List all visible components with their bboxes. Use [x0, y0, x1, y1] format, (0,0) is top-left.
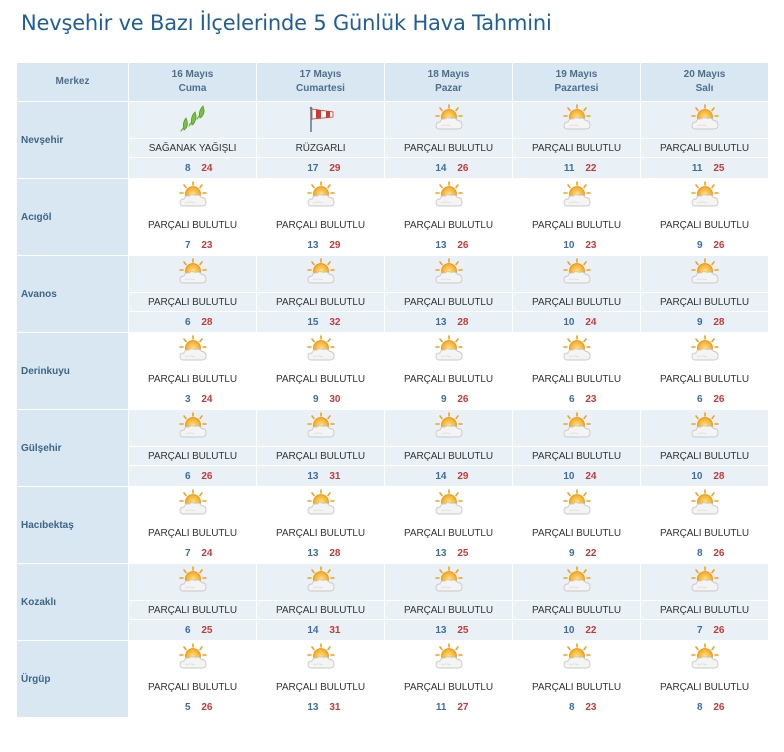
day-name: Cuma	[178, 83, 207, 94]
temperature-cell	[385, 389, 513, 410]
weather-label: PARÇALI BULUTLU	[513, 139, 641, 158]
min-temperature: 10	[563, 470, 575, 482]
temperature-cell	[513, 697, 641, 718]
max-temperature: 29	[329, 162, 341, 174]
weather-label: PARÇALI BULUTLU	[641, 139, 769, 158]
weather-icon-cell	[385, 487, 513, 524]
temperature-cell	[513, 543, 641, 564]
weather-label: PARÇALI BULUTLU	[513, 447, 641, 466]
temperature-cell	[641, 389, 769, 410]
min-temperature: 13	[435, 316, 447, 328]
weather-icon-cell	[257, 179, 385, 216]
windsock-icon	[304, 103, 338, 133]
weather-icon-cell	[513, 487, 641, 524]
weather-label: PARÇALI BULUTLU	[385, 139, 513, 158]
temperature-cell	[513, 158, 641, 179]
day-header	[513, 63, 641, 102]
partly-cloudy-icon	[432, 642, 466, 672]
temperature-cell	[129, 620, 257, 641]
weather-label: PARÇALI BULUTLU	[129, 524, 257, 543]
weather-icon-cell	[641, 333, 769, 370]
city-icon-row	[17, 487, 769, 524]
weather-label: PARÇALI BULUTLU	[385, 601, 513, 620]
weather-label: RÜZGARLI	[257, 139, 385, 158]
max-temperature: 24	[585, 470, 597, 482]
weather-label: PARÇALI BULUTLU	[385, 678, 513, 697]
partly-cloudy-icon	[176, 565, 210, 595]
min-temperature: 11	[435, 701, 447, 713]
weather-label: PARÇALI BULUTLU	[385, 524, 513, 543]
weather-label: PARÇALI BULUTLU	[641, 370, 769, 389]
min-temperature: 7	[184, 239, 191, 251]
max-temperature: 25	[713, 162, 725, 174]
city-name: Derinkuyu	[17, 333, 129, 410]
min-temperature: 3	[184, 393, 191, 405]
weather-label: PARÇALI BULUTLU	[129, 216, 257, 235]
partly-cloudy-icon	[560, 488, 594, 518]
temperature-cell	[385, 697, 513, 718]
min-temperature: 13	[435, 547, 447, 559]
partly-cloudy-icon	[432, 411, 466, 441]
city-label-row	[17, 139, 769, 158]
weather-icon-cell	[257, 641, 385, 678]
temperature-cell	[385, 312, 513, 333]
weather-icon-cell	[129, 333, 257, 370]
city-icon-row	[17, 564, 769, 601]
min-temperature: 13	[307, 239, 319, 251]
partly-cloudy-icon	[304, 257, 338, 287]
temperature-cell	[129, 312, 257, 333]
day-name: Pazartesi	[554, 83, 599, 94]
partly-cloudy-icon	[304, 334, 338, 364]
min-temperature: 8	[568, 701, 575, 713]
city-label-row	[17, 370, 769, 389]
day-header	[257, 63, 385, 102]
max-temperature: 31	[329, 470, 341, 482]
min-temperature: 7	[184, 547, 191, 559]
weather-label: PARÇALI BULUTLU	[385, 216, 513, 235]
weather-icon-cell	[641, 641, 769, 678]
temperature-cell	[385, 158, 513, 179]
weather-label: PARÇALI BULUTLU	[129, 293, 257, 312]
min-temperature: 10	[563, 316, 575, 328]
max-temperature: 22	[585, 547, 597, 559]
day-date: 17 Mayıs	[299, 69, 342, 80]
temperature-cell	[641, 697, 769, 718]
weather-label: PARÇALI BULUTLU	[129, 447, 257, 466]
city-label-row	[17, 216, 769, 235]
partly-cloudy-icon	[560, 642, 594, 672]
weather-icon-cell	[513, 333, 641, 370]
weather-icon-cell	[129, 641, 257, 678]
partly-cloudy-icon	[688, 488, 722, 518]
temperature-cell	[129, 697, 257, 718]
partly-cloudy-icon	[688, 642, 722, 672]
temperature-cell	[257, 466, 385, 487]
weather-icon-cell	[641, 564, 769, 601]
weather-label: PARÇALI BULUTLU	[513, 601, 641, 620]
min-temperature: 13	[435, 239, 447, 251]
max-temperature: 28	[713, 316, 725, 328]
max-temperature: 23	[585, 393, 597, 405]
weather-icon-cell	[385, 333, 513, 370]
city-name: Kozaklı	[17, 564, 129, 641]
city-temp-row	[17, 697, 769, 718]
partly-cloudy-icon	[688, 411, 722, 441]
weather-icon-cell	[257, 487, 385, 524]
city-temp-row	[17, 620, 769, 641]
min-temperature: 5	[184, 701, 191, 713]
temperature-cell	[385, 235, 513, 256]
weather-icon-cell	[385, 564, 513, 601]
max-temperature: 26	[201, 701, 213, 713]
weather-label: PARÇALI BULUTLU	[257, 447, 385, 466]
weather-icon-cell	[385, 641, 513, 678]
weather-label: PARÇALI BULUTLU	[641, 524, 769, 543]
weather-label: PARÇALI BULUTLU	[641, 216, 769, 235]
min-temperature: 9	[568, 547, 575, 559]
partly-cloudy-icon	[176, 642, 210, 672]
city-name: Gülşehir	[17, 410, 129, 487]
partly-cloudy-icon	[176, 257, 210, 287]
weather-icon-cell	[385, 256, 513, 293]
min-temperature: 6	[184, 470, 191, 482]
weather-icon-cell	[257, 564, 385, 601]
weather-label: PARÇALI BULUTLU	[641, 447, 769, 466]
merkez-header: Merkez	[17, 63, 129, 102]
weather-label: PARÇALI BULUTLU	[129, 678, 257, 697]
temperature-cell	[257, 158, 385, 179]
city-label-row	[17, 524, 769, 543]
partly-cloudy-icon	[176, 488, 210, 518]
weather-icon-cell	[513, 179, 641, 216]
max-temperature: 31	[329, 701, 341, 713]
weather-icon-cell	[129, 102, 257, 139]
max-temperature: 28	[329, 547, 341, 559]
weather-label: SAĞANAK YAĞIŞLI	[129, 139, 257, 158]
partly-cloudy-icon	[688, 180, 722, 210]
min-temperature: 6	[184, 624, 191, 636]
day-name: Cumartesi	[296, 83, 345, 94]
temperature-cell	[129, 389, 257, 410]
temperature-cell	[513, 620, 641, 641]
max-temperature: 24	[585, 316, 597, 328]
partly-cloudy-icon	[176, 334, 210, 364]
min-temperature: 11	[563, 162, 575, 174]
temperature-cell	[257, 389, 385, 410]
min-temperature: 9	[440, 393, 447, 405]
max-temperature: 25	[201, 624, 213, 636]
weather-icon-cell	[257, 102, 385, 139]
temperature-cell	[257, 697, 385, 718]
min-temperature: 9	[696, 316, 703, 328]
partly-cloudy-icon	[304, 180, 338, 210]
weather-icon-cell	[129, 487, 257, 524]
page-title: Nevşehir ve Bazı İlçelerinde 5 Günlük Hava Tahmini	[21, 11, 552, 35]
max-temperature: 22	[585, 162, 597, 174]
day-header	[385, 63, 513, 102]
temperature-cell	[641, 158, 769, 179]
max-temperature: 24	[201, 393, 213, 405]
temperature-cell	[129, 158, 257, 179]
weather-label: PARÇALI BULUTLU	[513, 370, 641, 389]
weather-label: PARÇALI BULUTLU	[385, 447, 513, 466]
city-name: Ürgüp	[17, 641, 129, 718]
temperature-cell	[513, 235, 641, 256]
weather-label: PARÇALI BULUTLU	[257, 601, 385, 620]
weather-icon-cell	[513, 102, 641, 139]
weather-label: PARÇALI BULUTLU	[641, 293, 769, 312]
max-temperature: 24	[201, 162, 213, 174]
day-date: 16 Mayıs	[171, 69, 214, 80]
min-temperature: 6	[568, 393, 575, 405]
weather-label: PARÇALI BULUTLU	[385, 370, 513, 389]
weather-icon-cell	[385, 179, 513, 216]
max-temperature: 28	[713, 470, 725, 482]
max-temperature: 24	[201, 547, 213, 559]
temperature-cell	[385, 466, 513, 487]
max-temperature: 29	[329, 239, 341, 251]
city-temp-row	[17, 466, 769, 487]
max-temperature: 26	[713, 701, 725, 713]
partly-cloudy-icon	[560, 180, 594, 210]
weather-icon-cell	[129, 564, 257, 601]
weather-icon-cell	[385, 102, 513, 139]
partly-cloudy-icon	[304, 411, 338, 441]
day-header	[641, 63, 769, 102]
weather-icon-cell	[641, 410, 769, 447]
day-header	[129, 63, 257, 102]
min-temperature: 13	[307, 547, 319, 559]
day-date: 19 Mayıs	[555, 69, 598, 80]
max-temperature: 26	[201, 470, 213, 482]
min-temperature: 8	[696, 547, 703, 559]
partly-cloudy-icon	[304, 565, 338, 595]
min-temperature: 6	[696, 393, 703, 405]
max-temperature: 27	[457, 701, 469, 713]
min-temperature: 8	[184, 162, 191, 174]
partly-cloudy-icon	[560, 565, 594, 595]
partly-cloudy-icon	[432, 488, 466, 518]
city-icon-row	[17, 179, 769, 216]
temperature-cell	[385, 620, 513, 641]
partly-cloudy-icon	[304, 488, 338, 518]
city-label-row	[17, 601, 769, 620]
weather-icon-cell	[129, 410, 257, 447]
weather-label: PARÇALI BULUTLU	[257, 524, 385, 543]
min-temperature: 10	[691, 470, 703, 482]
weather-icon-cell	[385, 410, 513, 447]
temperature-cell	[641, 235, 769, 256]
partly-cloudy-icon	[432, 334, 466, 364]
city-icon-row	[17, 256, 769, 293]
partly-cloudy-icon	[560, 257, 594, 287]
weather-icon-cell	[641, 102, 769, 139]
weather-label: PARÇALI BULUTLU	[257, 216, 385, 235]
min-temperature: 9	[312, 393, 319, 405]
header-row	[17, 63, 769, 102]
city-temp-row	[17, 235, 769, 256]
min-temperature: 7	[696, 624, 703, 636]
min-temperature: 13	[307, 701, 319, 713]
city-temp-row	[17, 158, 769, 179]
weather-icon-cell	[513, 641, 641, 678]
temperature-cell	[257, 235, 385, 256]
temperature-cell	[513, 466, 641, 487]
min-temperature: 14	[307, 624, 319, 636]
partly-cloudy-icon	[688, 257, 722, 287]
max-temperature: 22	[585, 624, 597, 636]
min-temperature: 10	[563, 239, 575, 251]
city-temp-row	[17, 389, 769, 410]
temperature-cell	[513, 312, 641, 333]
city-icon-row	[17, 102, 769, 139]
weather-icon-cell	[129, 256, 257, 293]
temperature-cell	[129, 543, 257, 564]
forecast-body	[17, 102, 769, 718]
city-name: Avanos	[17, 256, 129, 333]
max-temperature: 23	[201, 239, 213, 251]
max-temperature: 26	[713, 393, 725, 405]
weather-icon-cell	[129, 179, 257, 216]
temperature-cell	[257, 620, 385, 641]
temperature-cell	[641, 620, 769, 641]
city-label-row	[17, 293, 769, 312]
weather-icon-cell	[257, 410, 385, 447]
shower-icon	[176, 103, 210, 133]
weather-icon-cell	[641, 487, 769, 524]
weather-icon-cell	[257, 333, 385, 370]
weather-label: PARÇALI BULUTLU	[129, 370, 257, 389]
temperature-cell	[257, 543, 385, 564]
min-temperature: 8	[696, 701, 703, 713]
temperature-cell	[641, 543, 769, 564]
city-temp-row	[17, 543, 769, 564]
partly-cloudy-icon	[688, 334, 722, 364]
temperature-cell	[129, 466, 257, 487]
min-temperature: 17	[307, 162, 319, 174]
max-temperature: 28	[201, 316, 213, 328]
max-temperature: 23	[585, 239, 597, 251]
min-temperature: 15	[307, 316, 319, 328]
city-label-row	[17, 447, 769, 466]
weather-icon-cell	[257, 256, 385, 293]
partly-cloudy-icon	[432, 103, 466, 133]
weather-label: PARÇALI BULUTLU	[385, 293, 513, 312]
max-temperature: 23	[585, 701, 597, 713]
partly-cloudy-icon	[688, 565, 722, 595]
weather-label: PARÇALI BULUTLU	[513, 216, 641, 235]
weather-icon-cell	[641, 256, 769, 293]
weather-label: PARÇALI BULUTLU	[513, 678, 641, 697]
max-temperature: 25	[457, 547, 469, 559]
min-temperature: 9	[696, 239, 703, 251]
weather-label: PARÇALI BULUTLU	[641, 601, 769, 620]
weather-icon-cell	[513, 564, 641, 601]
city-name: Hacıbektaş	[17, 487, 129, 564]
partly-cloudy-icon	[432, 565, 466, 595]
max-temperature: 29	[457, 470, 469, 482]
city-label-row	[17, 678, 769, 697]
max-temperature: 25	[457, 624, 469, 636]
max-temperature: 26	[713, 239, 725, 251]
partly-cloudy-icon	[176, 411, 210, 441]
max-temperature: 26	[713, 624, 725, 636]
partly-cloudy-icon	[432, 180, 466, 210]
weather-icon-cell	[513, 256, 641, 293]
temperature-cell	[385, 543, 513, 564]
city-icon-row	[17, 410, 769, 447]
forecast-table	[16, 62, 769, 718]
city-icon-row	[17, 333, 769, 370]
partly-cloudy-icon	[560, 411, 594, 441]
min-temperature: 14	[435, 470, 447, 482]
weather-label: PARÇALI BULUTLU	[641, 678, 769, 697]
temperature-cell	[641, 312, 769, 333]
max-temperature: 26	[457, 162, 469, 174]
max-temperature: 31	[329, 624, 341, 636]
partly-cloudy-icon	[432, 257, 466, 287]
max-temperature: 32	[329, 316, 341, 328]
temperature-cell	[129, 235, 257, 256]
city-icon-row	[17, 641, 769, 678]
min-temperature: 6	[184, 316, 191, 328]
max-temperature: 30	[329, 393, 341, 405]
partly-cloudy-icon	[176, 180, 210, 210]
city-temp-row	[17, 312, 769, 333]
temperature-cell	[257, 312, 385, 333]
day-date: 20 Mayıs	[683, 69, 726, 80]
city-name: Nevşehir	[17, 102, 129, 179]
min-temperature: 10	[563, 624, 575, 636]
weather-label: PARÇALI BULUTLU	[257, 293, 385, 312]
temperature-cell	[641, 466, 769, 487]
city-name: Acıgöl	[17, 179, 129, 256]
partly-cloudy-icon	[560, 103, 594, 133]
partly-cloudy-icon	[304, 642, 338, 672]
weather-label: PARÇALI BULUTLU	[513, 293, 641, 312]
max-temperature: 28	[457, 316, 469, 328]
min-temperature: 14	[435, 162, 447, 174]
max-temperature: 26	[457, 239, 469, 251]
max-temperature: 26	[713, 547, 725, 559]
weather-label: PARÇALI BULUTLU	[257, 678, 385, 697]
weather-label: PARÇALI BULUTLU	[513, 524, 641, 543]
partly-cloudy-icon	[560, 334, 594, 364]
day-date: 18 Mayıs	[427, 69, 470, 80]
weather-icon-cell	[641, 179, 769, 216]
min-temperature: 13	[435, 624, 447, 636]
day-name: Pazar	[435, 83, 462, 94]
day-name: Salı	[695, 83, 714, 94]
max-temperature: 26	[457, 393, 469, 405]
weather-label: PARÇALI BULUTLU	[129, 601, 257, 620]
min-temperature: 13	[307, 470, 319, 482]
temperature-cell	[513, 389, 641, 410]
min-temperature: 11	[691, 162, 703, 174]
weather-label: PARÇALI BULUTLU	[257, 370, 385, 389]
partly-cloudy-icon	[688, 103, 722, 133]
weather-icon-cell	[513, 410, 641, 447]
